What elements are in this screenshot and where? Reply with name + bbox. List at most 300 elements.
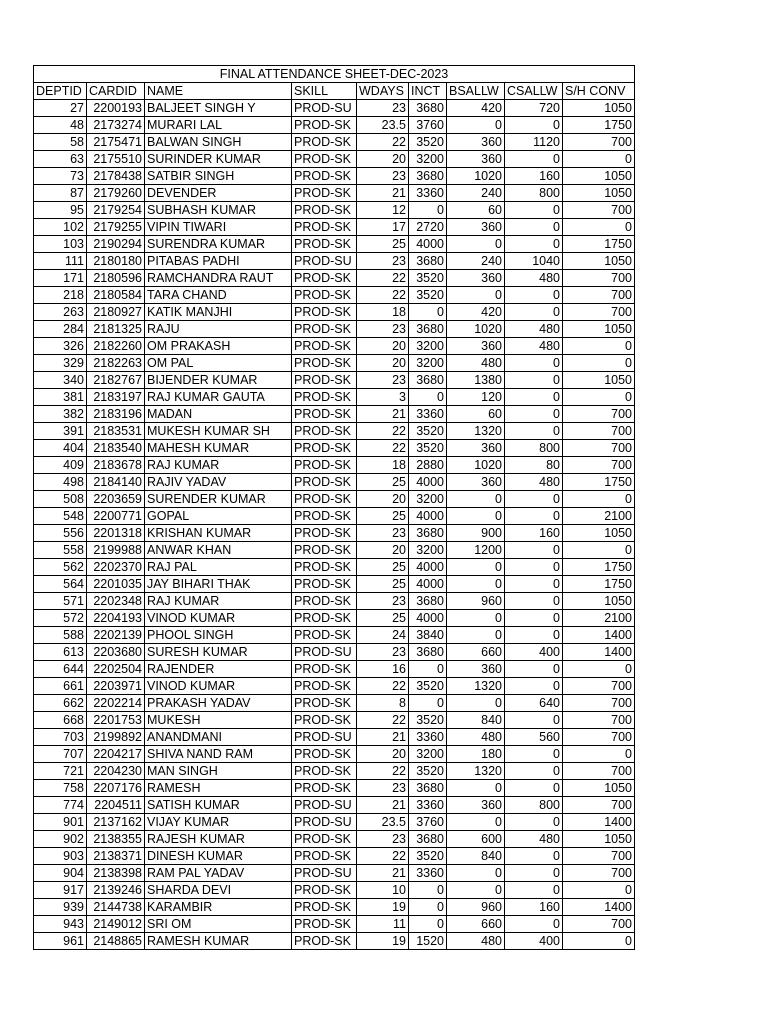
bsallw-cell: 1200 <box>447 542 505 559</box>
inct-cell: 3680 <box>409 593 447 610</box>
csallw-cell: 0 <box>505 865 563 882</box>
deptid-cell: 556 <box>34 525 87 542</box>
column-header-skill: SKILL <box>292 83 357 100</box>
name-cell: ANWAR KHAN <box>145 542 292 559</box>
sh-conv-cell: 1750 <box>563 474 635 491</box>
wdays-cell: 22 <box>357 678 409 695</box>
bsallw-cell: 900 <box>447 525 505 542</box>
skill-cell: PROD-SU <box>292 100 357 117</box>
skill-cell: PROD-SK <box>292 168 357 185</box>
bsallw-cell: 360 <box>447 440 505 457</box>
skill-cell: PROD-SK <box>292 474 357 491</box>
wdays-cell: 11 <box>357 916 409 933</box>
deptid-cell: 111 <box>34 253 87 270</box>
inct-cell: 3200 <box>409 338 447 355</box>
header-row <box>34 83 635 100</box>
cardid-cell: 2202370 <box>87 559 145 576</box>
sh-conv-cell: 700 <box>563 423 635 440</box>
deptid-cell: 943 <box>34 916 87 933</box>
inct-cell: 3360 <box>409 406 447 423</box>
skill-cell: PROD-SK <box>292 304 357 321</box>
inct-cell: 4000 <box>409 559 447 576</box>
inct-cell: 1520 <box>409 933 447 950</box>
table-row <box>34 287 635 304</box>
sh-conv-cell: 700 <box>563 440 635 457</box>
cardid-cell: 2190294 <box>87 236 145 253</box>
table-row <box>34 134 635 151</box>
bsallw-cell: 420 <box>447 100 505 117</box>
deptid-cell: 382 <box>34 406 87 423</box>
table-row <box>34 559 635 576</box>
csallw-cell: 800 <box>505 440 563 457</box>
wdays-cell: 21 <box>357 797 409 814</box>
table-row <box>34 831 635 848</box>
inct-cell: 2880 <box>409 457 447 474</box>
name-cell: RAMESH <box>145 780 292 797</box>
table-row <box>34 865 635 882</box>
deptid-cell: 95 <box>34 202 87 219</box>
name-cell: SURENDRA KUMAR <box>145 236 292 253</box>
inct-cell: 4000 <box>409 474 447 491</box>
cardid-cell: 2180180 <box>87 253 145 270</box>
skill-cell: PROD-SU <box>292 814 357 831</box>
inct-cell: 4000 <box>409 576 447 593</box>
sh-conv-cell: 0 <box>563 933 635 950</box>
table-row <box>34 916 635 933</box>
inct-cell: 3360 <box>409 865 447 882</box>
sh-conv-cell: 700 <box>563 712 635 729</box>
deptid-cell: 548 <box>34 508 87 525</box>
sh-conv-cell: 700 <box>563 270 635 287</box>
sheet-title: FINAL ATTENDANCE SHEET-DEC-2023 <box>34 66 635 83</box>
wdays-cell: 22 <box>357 270 409 287</box>
sh-conv-cell: 1750 <box>563 236 635 253</box>
table-row <box>34 185 635 202</box>
skill-cell: PROD-SK <box>292 916 357 933</box>
sh-conv-cell: 1750 <box>563 559 635 576</box>
csallw-cell: 0 <box>505 712 563 729</box>
deptid-cell: 662 <box>34 695 87 712</box>
sh-conv-cell: 1050 <box>563 100 635 117</box>
name-cell: VINOD KUMAR <box>145 678 292 695</box>
inct-cell: 3680 <box>409 168 447 185</box>
cardid-cell: 2181325 <box>87 321 145 338</box>
skill-cell: PROD-SK <box>292 559 357 576</box>
skill-cell: PROD-SK <box>292 712 357 729</box>
sh-conv-cell: 1400 <box>563 627 635 644</box>
name-cell: TARA CHAND <box>145 287 292 304</box>
name-cell: MADAN <box>145 406 292 423</box>
wdays-cell: 22 <box>357 440 409 457</box>
skill-cell: PROD-SK <box>292 576 357 593</box>
inct-cell: 3520 <box>409 440 447 457</box>
bsallw-cell: 840 <box>447 848 505 865</box>
name-cell: GOPAL <box>145 508 292 525</box>
name-cell: RAJIV YADAV <box>145 474 292 491</box>
sh-conv-cell: 0 <box>563 219 635 236</box>
bsallw-cell: 1320 <box>447 763 505 780</box>
bsallw-cell: 1020 <box>447 168 505 185</box>
bsallw-cell: 360 <box>447 134 505 151</box>
wdays-cell: 23 <box>357 780 409 797</box>
table-row <box>34 236 635 253</box>
table-row <box>34 355 635 372</box>
wdays-cell: 24 <box>357 627 409 644</box>
csallw-cell: 1040 <box>505 253 563 270</box>
inct-cell: 3520 <box>409 287 447 304</box>
column-header-csallw: CSALLW <box>505 83 563 100</box>
inct-cell: 3680 <box>409 780 447 797</box>
inct-cell: 3200 <box>409 355 447 372</box>
sh-conv-cell: 0 <box>563 151 635 168</box>
cardid-cell: 2137162 <box>87 814 145 831</box>
table-row <box>34 321 635 338</box>
table-row <box>34 729 635 746</box>
wdays-cell: 23 <box>357 168 409 185</box>
csallw-cell: 0 <box>505 389 563 406</box>
inct-cell: 3200 <box>409 746 447 763</box>
sh-conv-cell: 1050 <box>563 321 635 338</box>
inct-cell: 3520 <box>409 134 447 151</box>
bsallw-cell: 360 <box>447 797 505 814</box>
wdays-cell: 23 <box>357 644 409 661</box>
bsallw-cell: 1020 <box>447 321 505 338</box>
inct-cell: 0 <box>409 389 447 406</box>
csallw-cell: 480 <box>505 338 563 355</box>
deptid-cell: 27 <box>34 100 87 117</box>
bsallw-cell: 420 <box>447 304 505 321</box>
sh-conv-cell: 1400 <box>563 814 635 831</box>
deptid-cell: 87 <box>34 185 87 202</box>
cardid-cell: 2200193 <box>87 100 145 117</box>
wdays-cell: 22 <box>357 287 409 304</box>
wdays-cell: 25 <box>357 559 409 576</box>
name-cell: SATISH KUMAR <box>145 797 292 814</box>
wdays-cell: 3 <box>357 389 409 406</box>
inct-cell: 3680 <box>409 644 447 661</box>
csallw-cell: 800 <box>505 185 563 202</box>
wdays-cell: 8 <box>357 695 409 712</box>
attendance-table <box>33 65 635 950</box>
cardid-cell: 2144738 <box>87 899 145 916</box>
deptid-cell: 668 <box>34 712 87 729</box>
inct-cell: 3520 <box>409 270 447 287</box>
inct-cell: 3200 <box>409 151 447 168</box>
deptid-cell: 961 <box>34 933 87 950</box>
sh-conv-cell: 1050 <box>563 168 635 185</box>
inct-cell: 3680 <box>409 525 447 542</box>
sh-conv-cell: 0 <box>563 746 635 763</box>
table-row <box>34 593 635 610</box>
inct-cell: 0 <box>409 695 447 712</box>
sh-conv-cell: 1050 <box>563 185 635 202</box>
skill-cell: PROD-SK <box>292 355 357 372</box>
table-row <box>34 406 635 423</box>
sh-conv-cell: 1750 <box>563 576 635 593</box>
csallw-cell: 480 <box>505 321 563 338</box>
csallw-cell: 0 <box>505 610 563 627</box>
cardid-cell: 2202348 <box>87 593 145 610</box>
table-row <box>34 219 635 236</box>
name-cell: PHOOL SINGH <box>145 627 292 644</box>
deptid-cell: 391 <box>34 423 87 440</box>
cardid-cell: 2203680 <box>87 644 145 661</box>
deptid-cell: 917 <box>34 882 87 899</box>
sh-conv-cell: 1400 <box>563 644 635 661</box>
table-row <box>34 253 635 270</box>
skill-cell: PROD-SK <box>292 372 357 389</box>
skill-cell: PROD-SK <box>292 627 357 644</box>
skill-cell: PROD-SK <box>292 746 357 763</box>
wdays-cell: 22 <box>357 712 409 729</box>
column-header-cardid: CARDID <box>87 83 145 100</box>
deptid-cell: 644 <box>34 661 87 678</box>
name-cell: SHIVA NAND RAM <box>145 746 292 763</box>
inct-cell: 0 <box>409 916 447 933</box>
cardid-cell: 2180584 <box>87 287 145 304</box>
bsallw-cell: 360 <box>447 270 505 287</box>
table-row <box>34 372 635 389</box>
wdays-cell: 16 <box>357 661 409 678</box>
deptid-cell: 263 <box>34 304 87 321</box>
bsallw-cell: 660 <box>447 644 505 661</box>
skill-cell: PROD-SK <box>292 899 357 916</box>
cardid-cell: 2201035 <box>87 576 145 593</box>
cardid-cell: 2204193 <box>87 610 145 627</box>
cardid-cell: 2179255 <box>87 219 145 236</box>
name-cell: RAJ KUMAR <box>145 457 292 474</box>
skill-cell: PROD-SK <box>292 287 357 304</box>
skill-cell: PROD-SK <box>292 134 357 151</box>
table-row <box>34 270 635 287</box>
inct-cell: 3760 <box>409 117 447 134</box>
skill-cell: PROD-SU <box>292 644 357 661</box>
bsallw-cell: 240 <box>447 185 505 202</box>
bsallw-cell: 480 <box>447 933 505 950</box>
name-cell: SURINDER KUMAR <box>145 151 292 168</box>
csallw-cell: 0 <box>505 678 563 695</box>
skill-cell: PROD-SK <box>292 457 357 474</box>
deptid-cell: 939 <box>34 899 87 916</box>
inct-cell: 0 <box>409 202 447 219</box>
wdays-cell: 20 <box>357 491 409 508</box>
skill-cell: PROD-SK <box>292 423 357 440</box>
wdays-cell: 23.5 <box>357 117 409 134</box>
bsallw-cell: 0 <box>447 559 505 576</box>
deptid-cell: 498 <box>34 474 87 491</box>
sh-conv-cell: 1400 <box>563 899 635 916</box>
cardid-cell: 2184140 <box>87 474 145 491</box>
bsallw-cell: 0 <box>447 508 505 525</box>
skill-cell: PROD-SK <box>292 321 357 338</box>
inct-cell: 3360 <box>409 729 447 746</box>
bsallw-cell: 0 <box>447 287 505 304</box>
name-cell: VIPIN TIWARI <box>145 219 292 236</box>
table-row <box>34 712 635 729</box>
skill-cell: PROD-SK <box>292 593 357 610</box>
csallw-cell: 720 <box>505 100 563 117</box>
cardid-cell: 2179254 <box>87 202 145 219</box>
inct-cell: 3680 <box>409 100 447 117</box>
inct-cell: 3520 <box>409 678 447 695</box>
bsallw-cell: 0 <box>447 865 505 882</box>
skill-cell: PROD-SK <box>292 270 357 287</box>
table-row <box>34 627 635 644</box>
wdays-cell: 23 <box>357 100 409 117</box>
name-cell: PRAKASH YADAV <box>145 695 292 712</box>
deptid-cell: 613 <box>34 644 87 661</box>
bsallw-cell: 960 <box>447 593 505 610</box>
cardid-cell: 2175471 <box>87 134 145 151</box>
skill-cell: PROD-SU <box>292 865 357 882</box>
bsallw-cell: 0 <box>447 236 505 253</box>
title-row <box>34 66 635 83</box>
csallw-cell: 160 <box>505 168 563 185</box>
deptid-cell: 58 <box>34 134 87 151</box>
bsallw-cell: 0 <box>447 117 505 134</box>
sh-conv-cell: 700 <box>563 406 635 423</box>
name-cell: RAJ PAL <box>145 559 292 576</box>
cardid-cell: 2203659 <box>87 491 145 508</box>
wdays-cell: 23 <box>357 831 409 848</box>
bsallw-cell: 1380 <box>447 372 505 389</box>
skill-cell: PROD-SK <box>292 763 357 780</box>
csallw-cell: 0 <box>505 814 563 831</box>
inct-cell: 0 <box>409 304 447 321</box>
table-row <box>34 610 635 627</box>
cardid-cell: 2178438 <box>87 168 145 185</box>
skill-cell: PROD-SK <box>292 185 357 202</box>
bsallw-cell: 120 <box>447 389 505 406</box>
table-row <box>34 695 635 712</box>
name-cell: RAJU <box>145 321 292 338</box>
skill-cell: PROD-SK <box>292 508 357 525</box>
csallw-cell: 0 <box>505 593 563 610</box>
bsallw-cell: 0 <box>447 491 505 508</box>
sh-conv-cell: 700 <box>563 763 635 780</box>
name-cell: KRISHAN KUMAR <box>145 525 292 542</box>
deptid-cell: 564 <box>34 576 87 593</box>
skill-cell: PROD-SK <box>292 491 357 508</box>
cardid-cell: 2203971 <box>87 678 145 695</box>
deptid-cell: 774 <box>34 797 87 814</box>
wdays-cell: 25 <box>357 236 409 253</box>
wdays-cell: 23 <box>357 321 409 338</box>
cardid-cell: 2183540 <box>87 440 145 457</box>
csallw-cell: 0 <box>505 780 563 797</box>
bsallw-cell: 960 <box>447 899 505 916</box>
skill-cell: PROD-SK <box>292 661 357 678</box>
deptid-cell: 902 <box>34 831 87 848</box>
name-cell: RAMCHANDRA RAUT <box>145 270 292 287</box>
cardid-cell: 2200771 <box>87 508 145 525</box>
inct-cell: 3680 <box>409 321 447 338</box>
deptid-cell: 508 <box>34 491 87 508</box>
bsallw-cell: 0 <box>447 780 505 797</box>
table-row <box>34 882 635 899</box>
wdays-cell: 23 <box>357 525 409 542</box>
bsallw-cell: 840 <box>447 712 505 729</box>
inct-cell: 3680 <box>409 253 447 270</box>
column-header-wdays: WDAYS <box>357 83 409 100</box>
bsallw-cell: 0 <box>447 576 505 593</box>
csallw-cell: 400 <box>505 933 563 950</box>
table-row <box>34 780 635 797</box>
name-cell: DINESH KUMAR <box>145 848 292 865</box>
csallw-cell: 0 <box>505 202 563 219</box>
name-cell: PITABAS PADHI <box>145 253 292 270</box>
deptid-cell: 558 <box>34 542 87 559</box>
cardid-cell: 2175510 <box>87 151 145 168</box>
table-row <box>34 168 635 185</box>
inct-cell: 3360 <box>409 797 447 814</box>
deptid-cell: 48 <box>34 117 87 134</box>
cardid-cell: 2179260 <box>87 185 145 202</box>
wdays-cell: 22 <box>357 423 409 440</box>
wdays-cell: 23 <box>357 372 409 389</box>
bsallw-cell: 0 <box>447 882 505 899</box>
wdays-cell: 19 <box>357 933 409 950</box>
wdays-cell: 22 <box>357 763 409 780</box>
wdays-cell: 10 <box>357 882 409 899</box>
deptid-cell: 340 <box>34 372 87 389</box>
deptid-cell: 102 <box>34 219 87 236</box>
name-cell: VIJAY KUMAR <box>145 814 292 831</box>
skill-cell: PROD-SK <box>292 406 357 423</box>
name-cell: OM PAL <box>145 355 292 372</box>
bsallw-cell: 60 <box>447 202 505 219</box>
csallw-cell: 0 <box>505 219 563 236</box>
deptid-cell: 218 <box>34 287 87 304</box>
cardid-cell: 2180596 <box>87 270 145 287</box>
bsallw-cell: 360 <box>447 151 505 168</box>
name-cell: VINOD KUMAR <box>145 610 292 627</box>
bsallw-cell: 360 <box>447 661 505 678</box>
skill-cell: PROD-SK <box>292 338 357 355</box>
inct-cell: 0 <box>409 661 447 678</box>
bsallw-cell: 1320 <box>447 423 505 440</box>
table-row <box>34 933 635 950</box>
cardid-cell: 2138398 <box>87 865 145 882</box>
skill-cell: PROD-SK <box>292 236 357 253</box>
sh-conv-cell: 0 <box>563 661 635 678</box>
table-row <box>34 338 635 355</box>
skill-cell: PROD-SK <box>292 848 357 865</box>
csallw-cell: 0 <box>505 491 563 508</box>
sh-conv-cell: 700 <box>563 134 635 151</box>
cardid-cell: 2204511 <box>87 797 145 814</box>
table-row <box>34 746 635 763</box>
table-row <box>34 151 635 168</box>
wdays-cell: 25 <box>357 576 409 593</box>
table-row <box>34 508 635 525</box>
wdays-cell: 20 <box>357 746 409 763</box>
name-cell: MUKESH KUMAR SH <box>145 423 292 440</box>
wdays-cell: 25 <box>357 508 409 525</box>
inct-cell: 3680 <box>409 831 447 848</box>
sh-conv-cell: 2100 <box>563 610 635 627</box>
sh-conv-cell: 0 <box>563 389 635 406</box>
sh-conv-cell: 1050 <box>563 780 635 797</box>
inct-cell: 3840 <box>409 627 447 644</box>
table-row <box>34 117 635 134</box>
table-row <box>34 678 635 695</box>
csallw-cell: 0 <box>505 916 563 933</box>
wdays-cell: 18 <box>357 304 409 321</box>
name-cell: BALJEET SINGH Y <box>145 100 292 117</box>
csallw-cell: 80 <box>505 457 563 474</box>
csallw-cell: 0 <box>505 576 563 593</box>
